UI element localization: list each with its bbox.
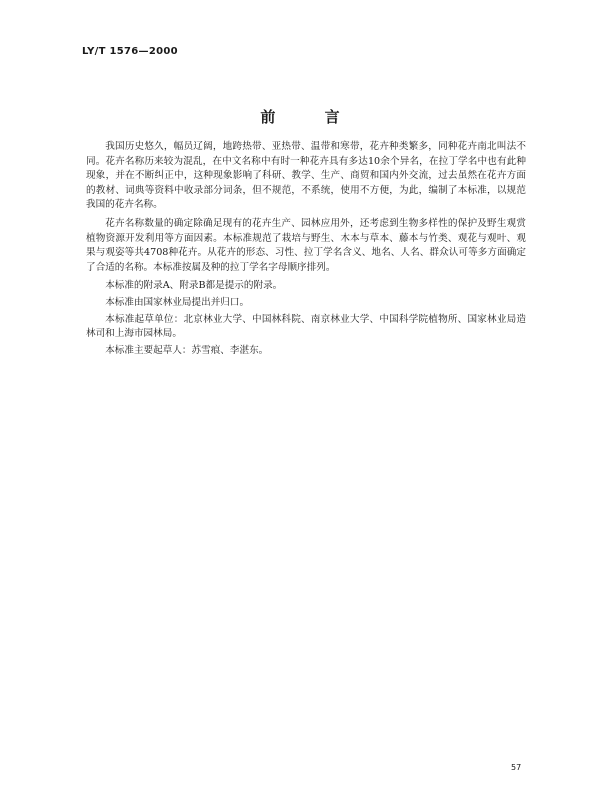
paragraph-drafting-units: 本标准起草单位：北京林业大学、中国林科院、南京林业大学、中国科学院植物所、国家林业局造林司和上海市园林局。: [86, 313, 526, 340]
paragraph-intro: 我国历史悠久，幅员辽阔，地跨热带、亚热带、温带和寒带，花卉种类繁多，同种花卉南北叫法不同。花卉名称历来较为混乱，在中文名称中有时一种花卉具有多达10余个异名，在拉丁学名中也有此种现象，并在不断纠正中，这种现象影响了科研、教学、生产、商贸和国内外交流，过去虽然在花卉方面的教材、词典等资料中收录部分词条，但不规范，不系统，使用不方便，为此，编制了本标准，以规范我国的花卉名称。: [86, 141, 526, 211]
page-title: 前 言: [260, 108, 362, 126]
document-body: [86, 140, 526, 362]
paragraph-proposer: 本标准由国家林业局提出并归口。: [105, 296, 250, 308]
paragraph-scope: 花卉名称数量的确定除确足现有的花卉生产、园林应用外，还考虑到生物多样性的保护及野生观赏植物资源开发利用等方面因素。本标准规范了栽培与野生、木本与草本、藤本与竹类、观花与观叶、观果与观姿等共4708种花卉。从花卉的形态、习性、拉丁学名含义、地名、人名、群众认可等多方面确定了合适的名称。本标准按属及种的拉丁学名字母顺序排列。: [86, 217, 526, 273]
standard-code: LY/T 1576—2000: [82, 46, 178, 57]
page-number: 57: [511, 763, 522, 772]
paragraph-appendix: 本标准的附录A、附录B都是提示的附录。: [105, 280, 283, 292]
paragraph-drafters: 本标准主要起草人：苏雪痕、李湛东。: [105, 344, 269, 356]
